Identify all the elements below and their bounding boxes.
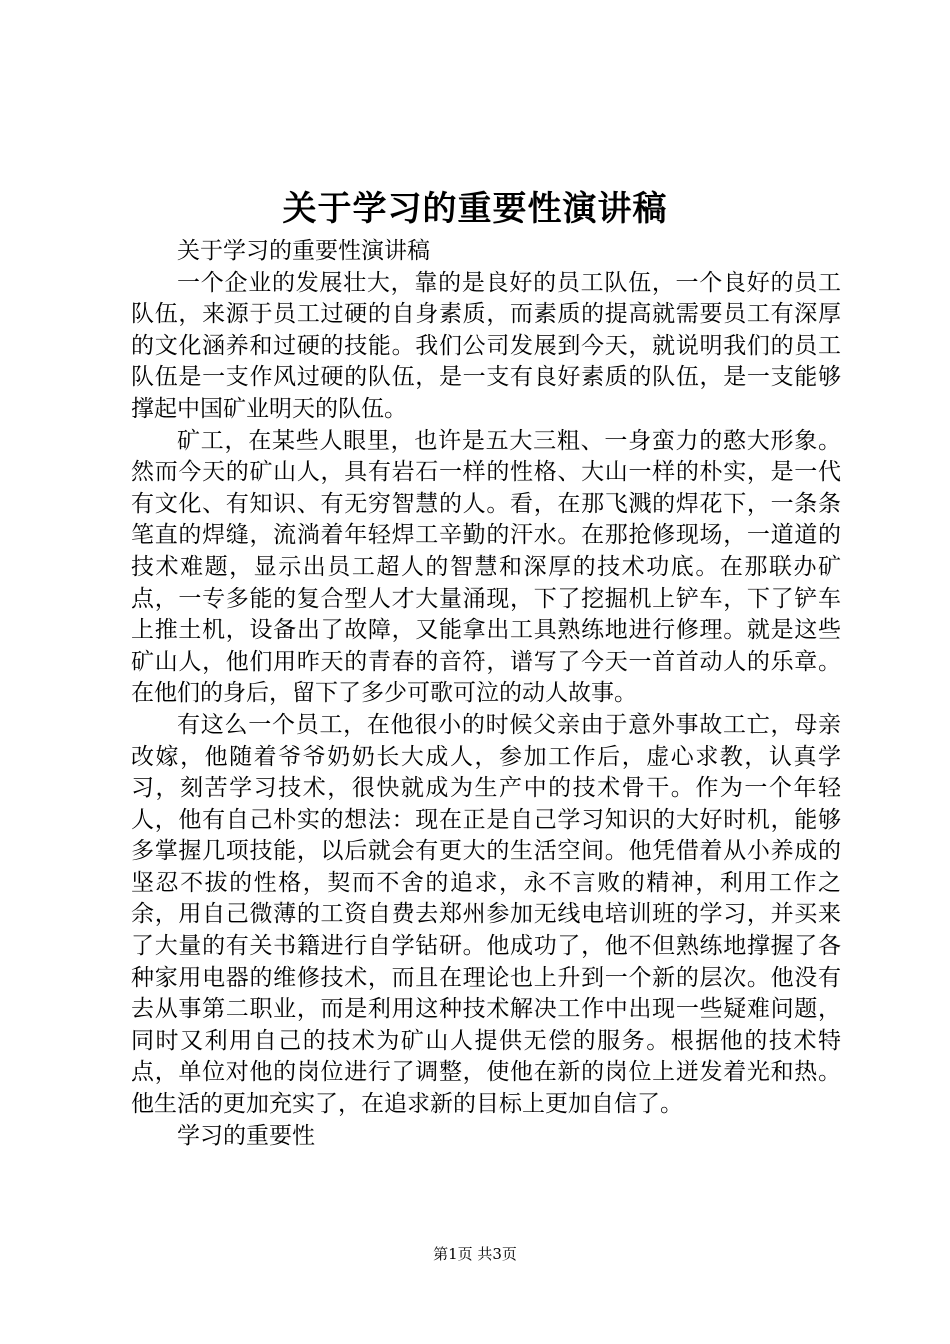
paragraph-employee-story: 有这么一个员工，在他很小的时候父亲由于意外事故工亡，母亲改嫁，他随着爷爷奶奶长大成人，参加工作后，虚心求教，认真学习，刻苦学习技术，很快就成为生产中的技术骨干。作为一个年轻人，他有自己朴实的想法：现在正是自己学习知识的大好时机，能够多掌握几项技能，以后就会有更大的生活空间。他凭借着从小养成的坚忍不拔的性格，契而不舍的追求，永不言败的精神，利用工作之余，用自己微薄的工资自费去郑州参加无线电培训班的学习，并买来了大量的有关书籍进行自学钻研。他成功了，他不但熟练地撑握了各种家用电器的维修技术，而且在理论也上升到一个新的层次。他没有去从事第二职业，而是利用这种技术解决工作中出现一些疑难问题，同时又利用自己的技术为矿山人提供无偿的服务。根据他的技术特点，单位对他的岗位进行了调整，使他在新的岗位上迸发着光和热。他生活的更加充实了，在追求新的目标上更加自信了。 — [131, 711, 841, 1118]
document-body — [131, 236, 841, 1152]
page-footer: 第1页 共3页 — [433, 1245, 517, 1263]
paragraph-section-heading: 学习的重要性 — [177, 1122, 315, 1149]
paragraph-subtitle: 关于学习的重要性演讲稿 — [177, 238, 430, 264]
paragraph-intro: 一个企业的发展壮大，靠的是良好的员工队伍，一个良好的员工队伍，来源于员工过硬的自身素质，而素质的提高就需要员工有深厚的文化涵养和过硬的技能。我们公司发展到今天，就说明我们的员工队伍是一支作风过硬的队伍，是一支有良好素质的队伍，是一支能够撑起中国矿业明天的队伍。 — [131, 269, 841, 422]
document-title: 关于学习的重要性演讲稿 — [282, 189, 668, 229]
paragraph-miners: 矿工，在某些人眼里，也许是五大三粗、一身蛮力的憨大形象。然而今天的矿山人，具有岩石一样的性格、大山一样的朴实，是一代有文化、有知识、有无穷智慧的人。看，在那飞溅的焊花下，一条条笔直的焊缝，流淌着年轻焊工辛勤的汗水。在那抢修现场，一道道的技术难题，显示出员工超人的智慧和深厚的技术功底。在那联办矿点，一专多能的复合型人才大量涌现，下了挖掘机上铲车，下了铲车上推土机，设备出了故障，又能拿出工具熟练地进行修理。就是这些矿山人，他们用昨天的青春的音符，谱写了今天一首首动人的乐章。在他们的身后，留下了多少可歌可泣的动人故事。 — [131, 427, 841, 707]
